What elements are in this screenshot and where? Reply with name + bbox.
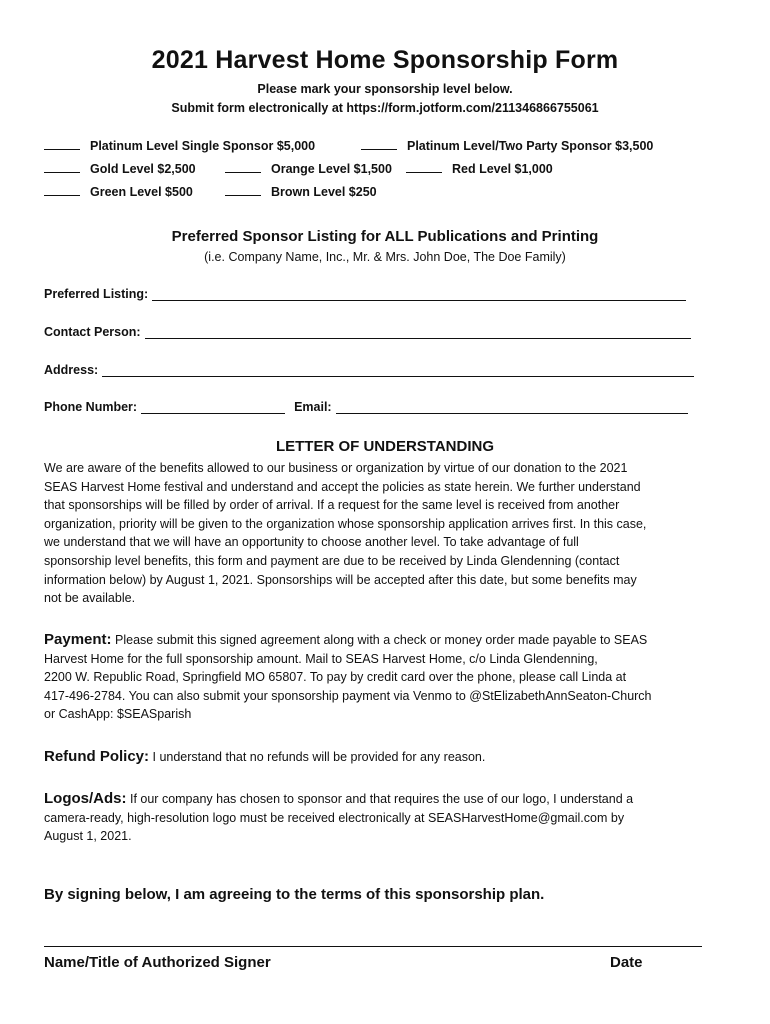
signer-label: Name/Title of Authorized Signer: [44, 954, 271, 971]
contact-person-line[interactable]: [145, 326, 691, 339]
form-title: 2021 Harvest Home Sponsorship Form: [151, 46, 619, 74]
checkbox-blank[interactable]: [44, 161, 80, 173]
listing-example: (i.e. Company Name, Inc., Mr. & Mrs. John Doe, The Doe Family): [204, 250, 566, 264]
level-platinum-two-party[interactable]: Platinum Level/Two Party Sponsor $3,500: [361, 138, 653, 153]
preferred-listing-field[interactable]: Preferred Listing:: [44, 287, 686, 301]
refund-section: Refund Policy: I understand that no refunds will be provided for any reason.: [44, 748, 486, 765]
checkbox-blank[interactable]: [225, 184, 261, 196]
refund-label: Refund Policy:: [44, 748, 150, 765]
level-orange[interactable]: Orange Level $1,500: [225, 161, 392, 176]
level-red[interactable]: Red Level $1,000: [406, 161, 553, 176]
checkbox-blank[interactable]: [44, 138, 80, 150]
checkbox-blank[interactable]: [225, 161, 261, 173]
phone-line[interactable]: [141, 401, 285, 414]
phone-email-field[interactable]: Phone Number: Email:: [44, 400, 688, 414]
payment-label: Payment:: [44, 631, 112, 648]
instruction-text: Please mark your sponsorship level below.: [257, 82, 513, 96]
logos-label: Logos/Ads:: [44, 790, 127, 807]
date-label: Date: [610, 954, 643, 971]
checkbox-blank[interactable]: [44, 184, 80, 196]
logos-section: Logos/Ads: If our company has chosen to sponsor and that requires the use of our logo, I understand a camera-ready, high-resolution logo must be received electronically at SEASHarvestHome@gmail.com by August 1, 2021.: [44, 790, 634, 844]
level-gold[interactable]: Gold Level $2,500: [44, 161, 196, 176]
checkbox-blank[interactable]: [406, 161, 442, 173]
level-platinum-single[interactable]: Platinum Level Single Sponsor $5,000: [44, 138, 315, 153]
agreement-statement: By signing below, I am agreeing to the terms of this sponsorship plan.: [44, 886, 545, 903]
address-line[interactable]: [102, 364, 694, 377]
submit-url-text: Submit form electronically at https://form.jotform.com/211346866755061: [171, 101, 599, 115]
checkbox-blank[interactable]: [361, 138, 397, 150]
contact-person-field[interactable]: Contact Person:: [44, 325, 691, 339]
signature-line[interactable]: [44, 946, 702, 947]
letter-body: We are aware of the benefits allowed to our business or organization by virtue of our donation to the 2021 SEAS Harvest Home festival and understand and accept the policies as state herein. We further understand that sponsorships will be filled by order of arrival. If a request for the same level is received from another organization, priority will be given to the organization whose sponsorship application arrives first. In this case, we understand that we will have an opportunity to choose another level. To take advantage of full sponsorship level benefits, this form and payment are due to be received by Linda Glendenning (contact information below) by August 1, 2021. Sponsorships will be accepted after this date, but some benefits may not be available.: [44, 461, 647, 606]
level-green[interactable]: Green Level $500: [44, 184, 193, 199]
preferred-listing-line[interactable]: [152, 288, 686, 301]
payment-section: Payment: Please submit this signed agreement along with a check or money order made payable to SEAS Harvest Home for the full sponsorship amount. Mail to SEAS Harvest Home, c/o Linda Glendenning, 2200 W. Republic Road, Springfield MO 65807. To pay by credit card over the phone, please call Linda at 417-496-2784. You can also submit your sponsorship payment via Venmo to @StElizabethAnnSeaton-Church or CashApp: $SEASparish: [44, 631, 652, 722]
email-line[interactable]: [336, 401, 688, 414]
level-brown[interactable]: Brown Level $250: [225, 184, 377, 199]
listing-heading: Preferred Sponsor Listing for ALL Publications and Printing: [171, 228, 599, 245]
letter-heading: LETTER OF UNDERSTANDING: [275, 438, 495, 455]
address-field[interactable]: Address:: [44, 363, 694, 377]
